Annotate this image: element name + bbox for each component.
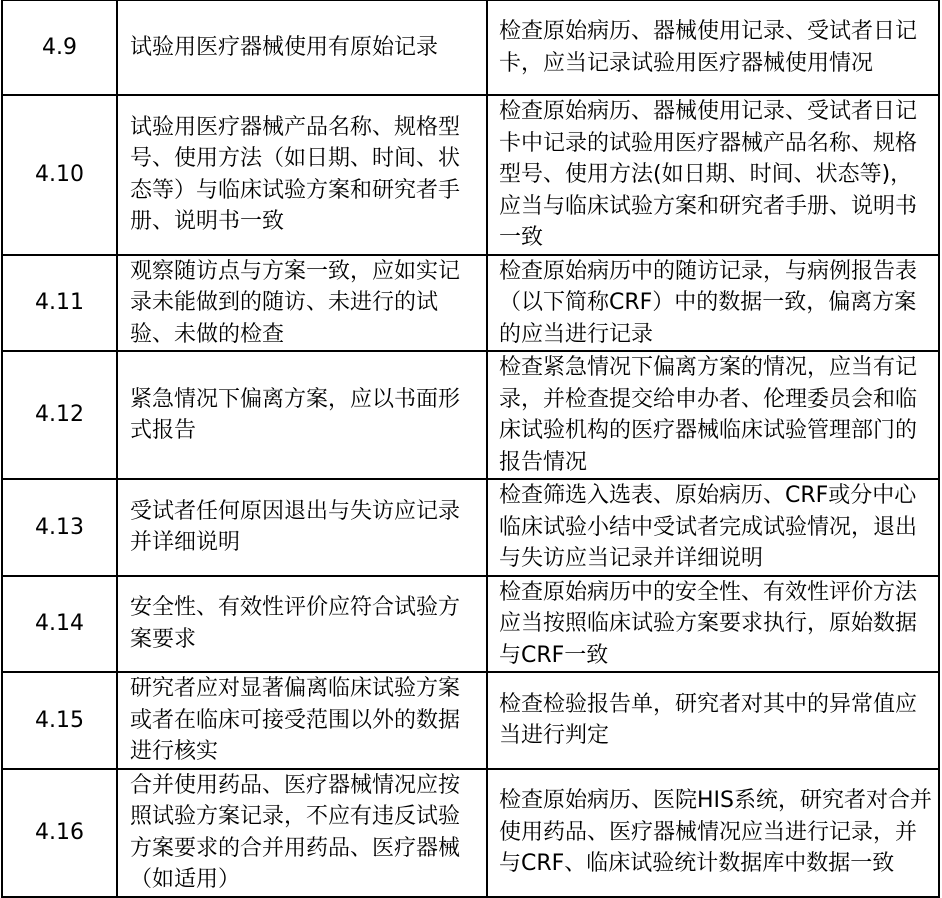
requirement-cell — [117, 576, 487, 673]
table-row — [2, 0, 939, 95]
inspection-table — [1, 0, 940, 898]
item-number-cell — [2, 95, 117, 255]
inspection-method-cell — [487, 0, 939, 95]
requirement-text: 合并使用药品、医疗器械情况应按照试验方案记录，不应有违反试验方案要求的合并用药品、医疗器械（如适用） — [130, 772, 461, 892]
requirement-cell — [117, 0, 487, 95]
inspection-method-text: 检查原始病历中的随访记录，与病例报告表（以下简称CRF）中的数据一致，偏离方案的应当进行记录 — [499, 258, 918, 347]
table-row — [2, 255, 939, 352]
requirement-cell — [117, 95, 487, 255]
inspection-method-text: 检查原始病历、器械使用记录、受试者日记卡中记录的试验用医疗器械产品名称、规格型号、使用方法(如日期、时间、状态等)，应当与临床试验方案和研究者手册、说明书一致 — [499, 99, 918, 250]
item-number-cell — [2, 351, 117, 479]
requirement-cell — [117, 351, 487, 479]
item-number: 4.16 — [35, 819, 84, 845]
inspection-method-cell — [487, 255, 939, 352]
item-number-cell — [2, 255, 117, 352]
inspection-method-cell — [487, 576, 939, 673]
inspection-method-cell — [487, 95, 939, 255]
table-body — [2, 0, 939, 897]
requirement-text: 受试者任何原因退出与失访应记录并详细说明 — [130, 498, 461, 556]
requirement-text: 试验用医疗器械产品名称、规格型号、使用方法（如日期、时间、状态等）与临床试验方案和研究者手册、说明书一致 — [130, 114, 461, 235]
item-number-cell — [2, 672, 117, 769]
requirement-text: 紧急情况下偏离方案，应以书面形式报告 — [130, 386, 461, 443]
requirement-text: 试验用医疗器械使用有原始记录 — [130, 34, 439, 60]
inspection-method-cell — [487, 672, 939, 769]
inspection-method-text: 检查检验报告单，研究者对其中的异常值应当进行判定 — [499, 691, 918, 749]
requirement-cell — [117, 672, 487, 769]
inspection-method-text: 检查紧急情况下偏离方案的情况，应当有记录，并检查提交给申办者、伦理委员会和临床试验机构的医疗器械临床试验管理部门的报告情况 — [499, 355, 918, 475]
table-row — [2, 769, 939, 897]
inspection-method-cell — [487, 479, 939, 576]
item-number-cell — [2, 769, 117, 897]
table-row — [2, 351, 939, 479]
item-number: 4.10 — [35, 162, 84, 187]
inspection-method-text: 检查原始病历、医院HIS系统，研究者对合并使用药品、医疗器械情况应当进行记录，并与CRF、临床试验统计数据库中数据一致 — [499, 788, 932, 877]
item-number: 4.13 — [35, 514, 84, 540]
requirement-cell — [117, 479, 487, 576]
inspection-method-text: 检查原始病历、器械使用记录、受试者日记卡，应当记录试验用医疗器械使用情况 — [499, 19, 918, 76]
table-row — [2, 672, 939, 769]
item-number: 4.14 — [35, 611, 84, 636]
item-number: 4.12 — [35, 402, 84, 428]
requirement-text: 安全性、有效性评价应符合试验方案要求 — [130, 595, 461, 652]
table-row — [2, 95, 939, 255]
requirement-text: 研究者应对显著偏离临床试验方案或者在临床可接受范围以外的数据进行核实 — [130, 676, 461, 764]
item-number-cell — [2, 576, 117, 673]
item-number-cell — [2, 0, 117, 95]
inspection-method-cell — [487, 769, 939, 897]
inspection-method-text: 检查筛选入选表、原始病历、CRF或分中心临床试验小结中受试者完成试验情况，退出与失访应当记录并详细说明 — [499, 483, 918, 571]
requirement-text: 观察随访点与方案一致，应如实记录未能做到的随访、未进行的试验、未做的检查 — [130, 258, 461, 347]
item-number: 4.9 — [42, 34, 77, 60]
table-row — [2, 576, 939, 673]
item-number: 4.11 — [35, 290, 84, 315]
item-number-cell — [2, 479, 117, 576]
table-row — [2, 479, 939, 576]
item-number: 4.15 — [35, 707, 84, 733]
requirement-cell — [117, 255, 487, 352]
inspection-method-text: 检查原始病历中的安全性、有效性评价方法应当按照临床试验方案要求执行，原始数据与CRF一致 — [499, 579, 918, 668]
inspection-method-cell — [487, 351, 939, 479]
requirement-cell — [117, 769, 487, 897]
